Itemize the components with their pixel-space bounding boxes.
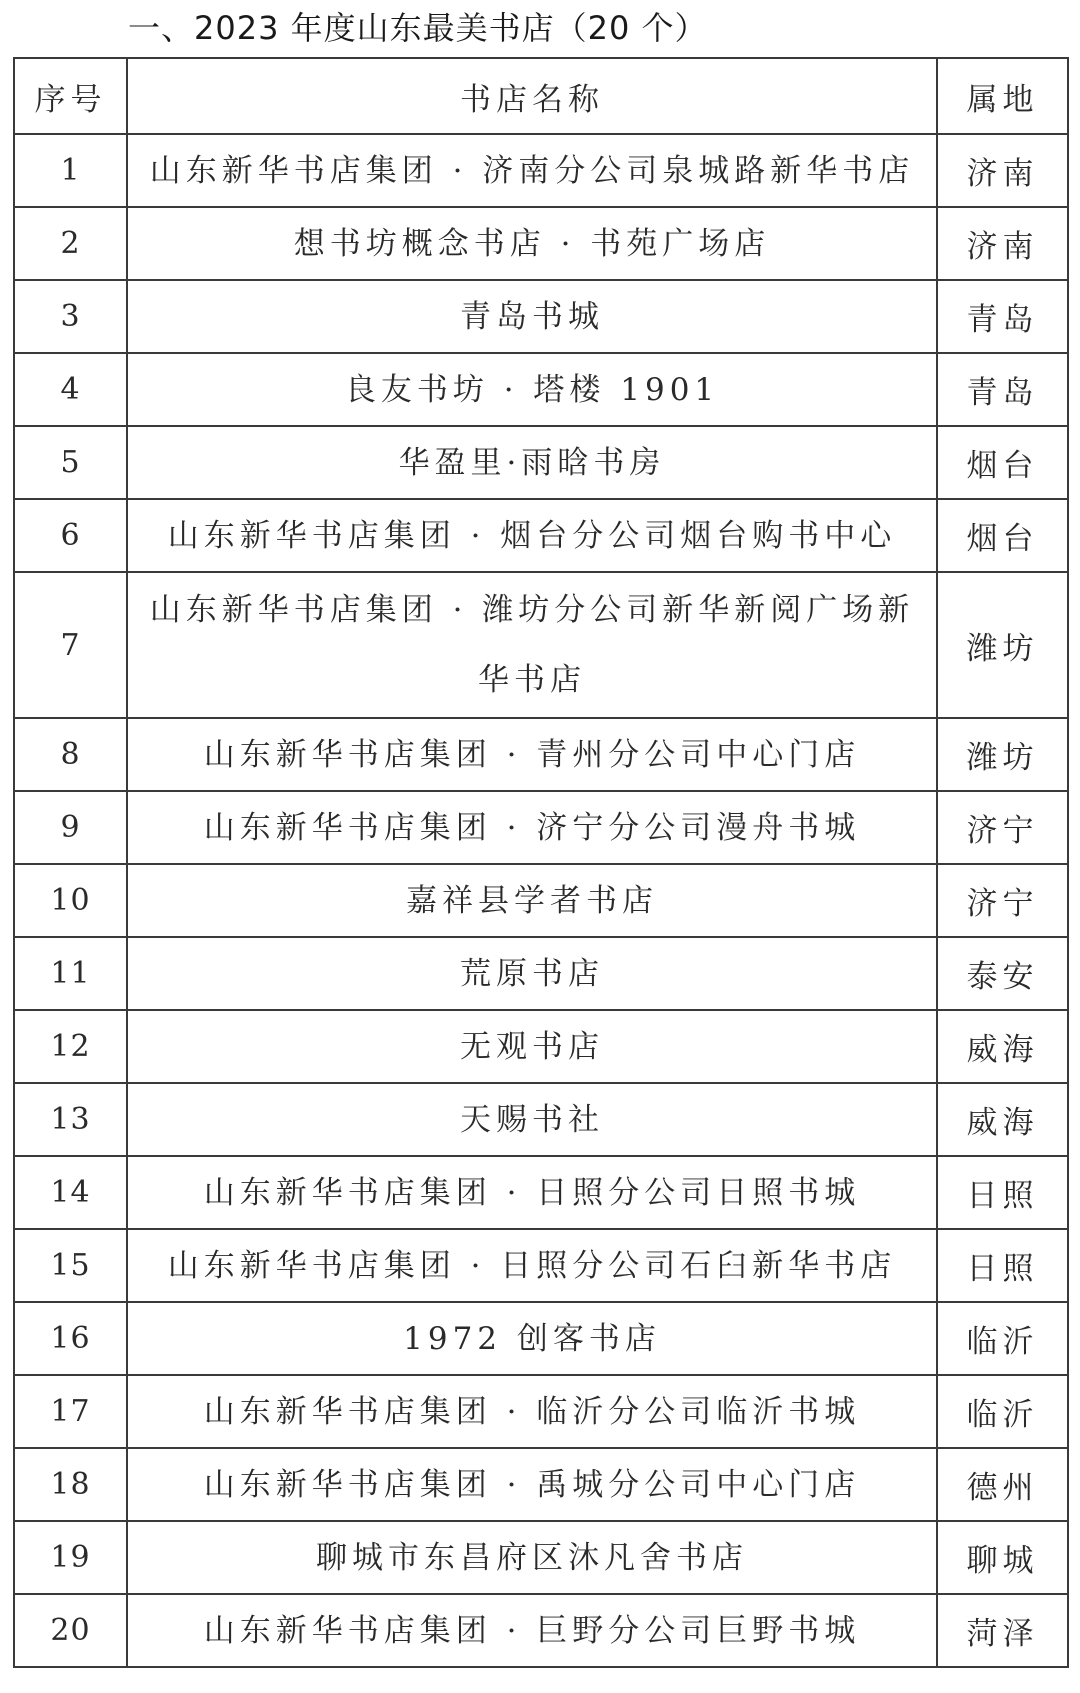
region-name: 日照 — [937, 1156, 1068, 1229]
region-name: 济宁 — [937, 864, 1068, 937]
region-name: 潍坊 — [937, 718, 1068, 791]
header-region: 属地 — [937, 58, 1068, 134]
row-number: 6 — [14, 499, 127, 572]
row-number: 13 — [14, 1083, 127, 1156]
table-row — [14, 134, 1068, 207]
row-number: 18 — [14, 1448, 127, 1521]
header-store-name: 书店名称 — [127, 58, 937, 134]
row-number: 2 — [14, 207, 127, 280]
row-number: 14 — [14, 1156, 127, 1229]
store-name: 山东新华书店集团 · 济宁分公司漫舟书城 — [127, 791, 937, 864]
region-name: 济宁 — [937, 791, 1068, 864]
table-row — [14, 1083, 1068, 1156]
table-row — [14, 718, 1068, 791]
region-name: 泰安 — [937, 937, 1068, 1010]
store-name: 山东新华书店集团 · 烟台分公司烟台购书中心 — [127, 499, 937, 572]
table-row — [14, 1156, 1068, 1229]
row-number: 7 — [14, 572, 127, 718]
region-name: 威海 — [937, 1010, 1068, 1083]
store-name: 山东新华书店集团 · 巨野分公司巨野书城 — [127, 1594, 937, 1667]
row-number: 5 — [14, 426, 127, 499]
row-number: 9 — [14, 791, 127, 864]
table-row — [14, 1448, 1068, 1521]
store-name: 山东新华书店集团 · 日照分公司日照书城 — [127, 1156, 937, 1229]
table-row — [14, 1010, 1068, 1083]
store-name: 山东新华书店集团 · 禹城分公司中心门店 — [127, 1448, 937, 1521]
region-name: 烟台 — [937, 426, 1068, 499]
bookstore-table — [13, 57, 1069, 1668]
store-name: 良友书坊 · 塔楼 1901 — [127, 353, 937, 426]
store-name: 山东新华书店集团 · 青州分公司中心门店 — [127, 718, 937, 791]
table-row — [14, 791, 1068, 864]
table-row — [14, 353, 1068, 426]
table-row — [14, 1375, 1068, 1448]
table-row — [14, 426, 1068, 499]
row-number: 12 — [14, 1010, 127, 1083]
store-name: 荒原书店 — [127, 937, 937, 1010]
store-name: 嘉祥县学者书店 — [127, 864, 937, 937]
region-name: 青岛 — [937, 280, 1068, 353]
region-name: 烟台 — [937, 499, 1068, 572]
region-name: 济南 — [937, 134, 1068, 207]
store-name: 山东新华书店集团 · 临沂分公司临沂书城 — [127, 1375, 937, 1448]
table-row — [14, 1521, 1068, 1594]
store-name: 山东新华书店集团 · 济南分公司泉城路新华书店 — [127, 134, 937, 207]
store-name: 山东新华书店集团 · 潍坊分公司新华新阅广场新华书店 — [127, 572, 937, 718]
store-name: 1972 创客书店 — [127, 1302, 937, 1375]
store-name: 无观书店 — [127, 1010, 937, 1083]
row-number: 17 — [14, 1375, 127, 1448]
table-row — [14, 207, 1068, 280]
table-row — [14, 1229, 1068, 1302]
region-name: 威海 — [937, 1083, 1068, 1156]
row-number: 4 — [14, 353, 127, 426]
store-name: 聊城市东昌府区沐凡舍书店 — [127, 1521, 937, 1594]
region-name: 临沂 — [937, 1375, 1068, 1448]
region-name: 德州 — [937, 1448, 1068, 1521]
store-name: 天赐书社 — [127, 1083, 937, 1156]
row-number: 11 — [14, 937, 127, 1010]
store-name: 山东新华书店集团 · 日照分公司石臼新华书店 — [127, 1229, 937, 1302]
region-name: 聊城 — [937, 1521, 1068, 1594]
table-row — [14, 864, 1068, 937]
table-body — [14, 134, 1068, 1667]
section-heading: 一、2023 年度山东最美书店（20 个） — [128, 9, 708, 47]
table-row — [14, 937, 1068, 1010]
table-row — [14, 572, 1068, 718]
region-name: 潍坊 — [937, 572, 1068, 718]
store-name: 想书坊概念书店 · 书苑广场店 — [127, 207, 937, 280]
region-name: 日照 — [937, 1229, 1068, 1302]
table-row — [14, 280, 1068, 353]
table-row — [14, 1302, 1068, 1375]
row-number: 1 — [14, 134, 127, 207]
region-name: 济南 — [937, 207, 1068, 280]
row-number: 19 — [14, 1521, 127, 1594]
row-number: 16 — [14, 1302, 127, 1375]
region-name: 菏泽 — [937, 1594, 1068, 1667]
region-name: 临沂 — [937, 1302, 1068, 1375]
row-number: 20 — [14, 1594, 127, 1667]
row-number: 10 — [14, 864, 127, 937]
row-number: 8 — [14, 718, 127, 791]
table-row — [14, 499, 1068, 572]
store-name: 青岛书城 — [127, 280, 937, 353]
row-number: 15 — [14, 1229, 127, 1302]
region-name: 青岛 — [937, 353, 1068, 426]
row-number: 3 — [14, 280, 127, 353]
store-name: 华盈里·雨晗书房 — [127, 426, 937, 499]
table-header-row — [14, 58, 1068, 134]
table-row — [14, 1594, 1068, 1667]
header-number: 序号 — [14, 58, 127, 134]
